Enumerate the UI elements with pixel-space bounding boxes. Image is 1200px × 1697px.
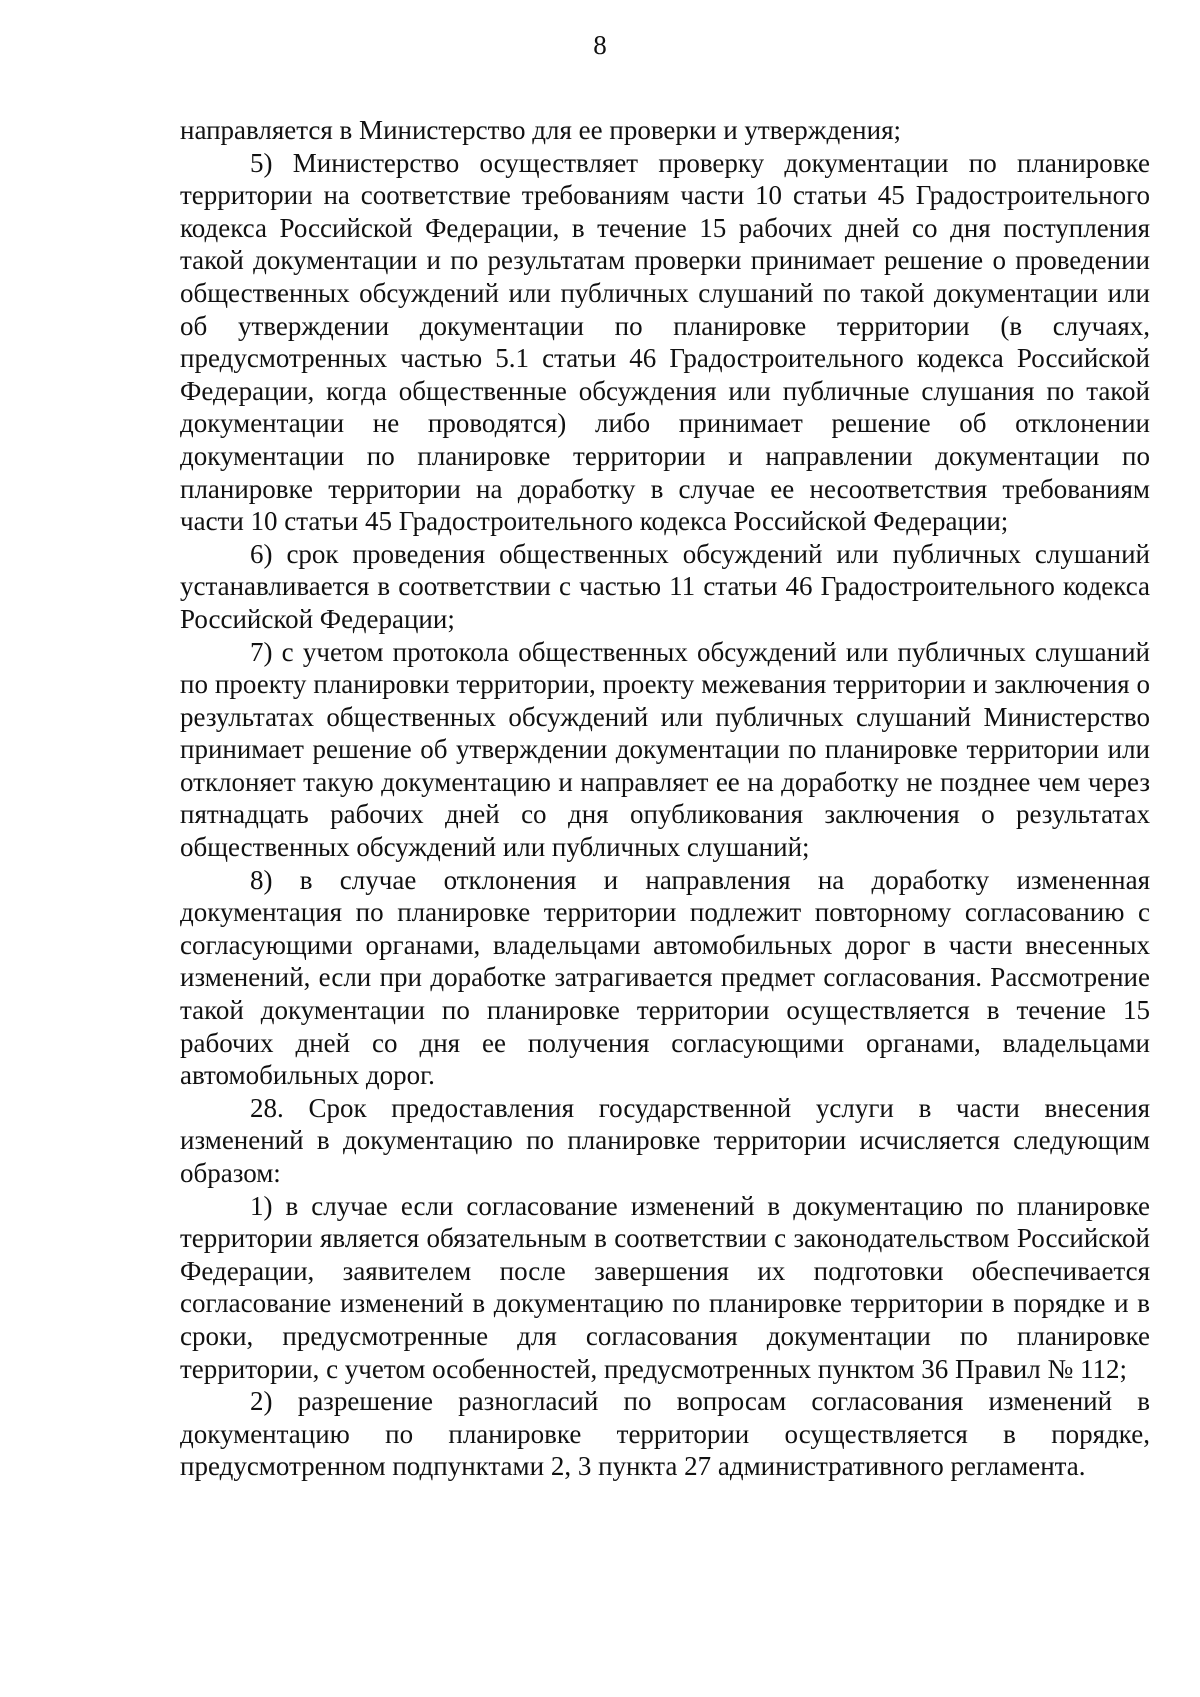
paragraph-clause-28-item-2: 2) разрешение разногласий по вопросам согласования изменений в документацию по планировке территории осуществляется в порядке, предусмотренном подпунктами 2, 3 пункта 27 административного регламента. xyxy=(180,1386,1150,1482)
paragraph-item-6: 6) срок проведения общественных обсуждений или публичных слушаний устанавливается в соответствии с частью 11 статьи 46 Градостроительного кодекса Российской Федерации; xyxy=(180,538,1150,634)
document-body xyxy=(180,114,1150,1483)
paragraph-continuation: направляется в Министерство для ее проверки и утверждения; xyxy=(180,115,901,145)
paragraph-item-8: 8) в случае отклонения и направления на доработку измененная документация по планировке территории подлежит повторному согласованию с согласующими органами, владельцами автомобильных дорог в части внесенных изменений, если при доработке затрагивается предмет согласования. Рассмотрение такой документации по планировке территории осуществляется в течение 15 рабочих дней со дня ее получения согласующими органами, владельцами автомобильных дорог. xyxy=(180,864,1150,1091)
paragraph-clause-28: 28. Срок предоставления государственной услуги в части внесения изменений в документацию по планировке территории исчисляется следующим образом: xyxy=(180,1092,1150,1188)
paragraph-item-5: 5) Министерство осуществляет проверку документации по планировке территории на соответствие требованиям части 10 статьи 45 Градостроительного кодекса Российской Федерации, в течение 15 рабочих дней со дня поступления такой документации и по результатам проверки принимает решение о проведении общественных обсуждений или публичных слушаний по такой документации или об утверждении документации по планировке территории (в случаях, предусмотренных частью 5.1 статьи 46 Градостроительного кодекса Российской Федерации, когда общественные обсуждения или публичные слушания по такой документации не проводятся) либо принимает решение об отклонении документации по планировке территории и направлении документации по планировке территории на доработку в случае ее несоответствия требованиям части 10 статьи 45 Градостроительного кодекса Российской Федерации; xyxy=(180,147,1150,537)
page-number: 8 xyxy=(593,30,607,60)
paragraph-clause-28-item-1: 1) в случае если согласование изменений в документацию по планировке территории является обязательным в соответствии с законодательством Российской Федерации, заявителем после завершения их подготовки обеспечивается согласование изменений в документацию по планировке территории в порядке и в сроки, предусмотренные для согласования документации по планировке территории, с учетом особенностей, предусмотренных пунктом 36 Правил № 112; xyxy=(180,1190,1150,1384)
paragraph-item-7: 7) с учетом протокола общественных обсуждений или публичных слушаний по проекту планировки территории, проекту межевания территории и заключения о результатах общественных обсуждений или публичных слушаний Министерство принимает решение об утверждении документации по планировке территории или отклоняет такую документацию и направляет ее на доработку не позднее чем через пятнадцать рабочих дней со дня опубликования заключения о результатах общественных обсуждений или публичных слушаний; xyxy=(180,636,1150,863)
